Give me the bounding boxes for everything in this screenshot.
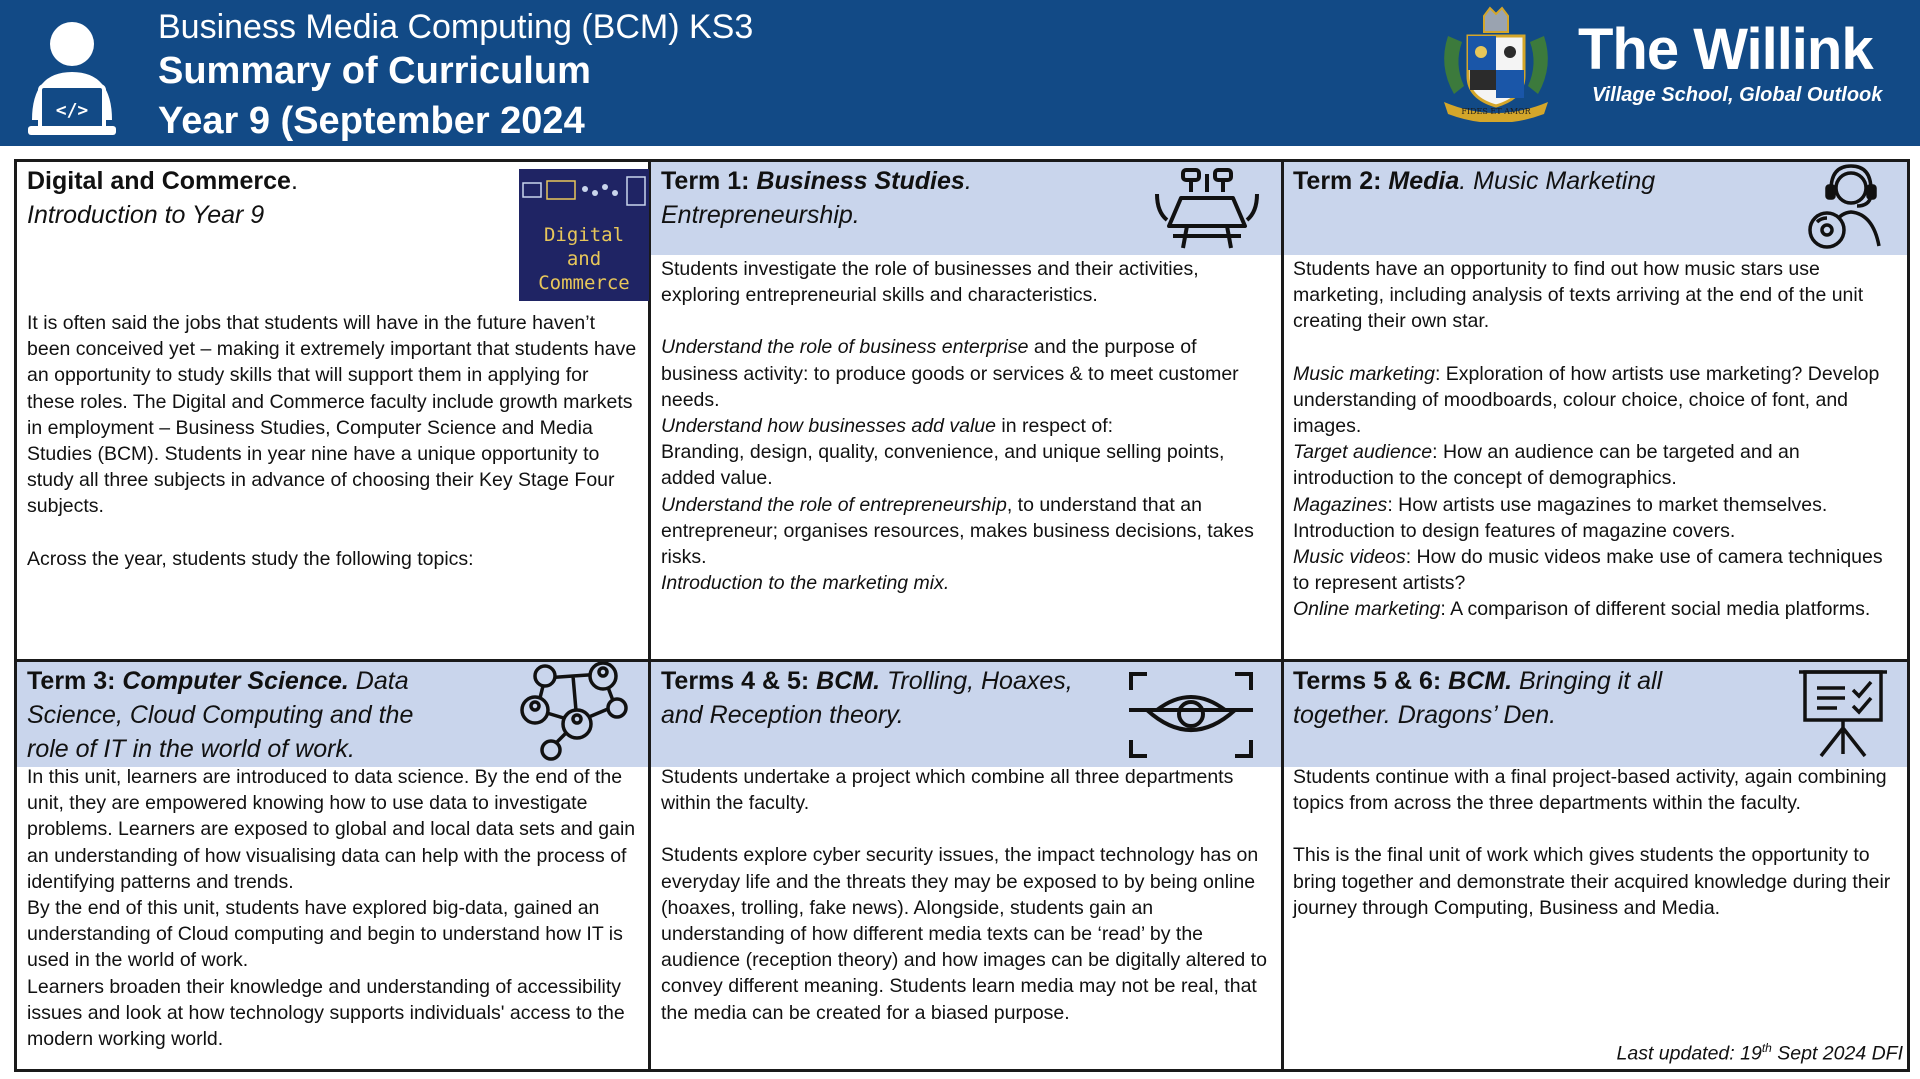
- term2-topic: . Music Marketing: [1459, 167, 1656, 195]
- term56-paragraph: Students continue with a final project-based activity, again combining topics from across the three departments within the faculty.: [1293, 766, 1887, 815]
- term2-topic-item: [1293, 544, 1899, 596]
- term3-body: [27, 764, 641, 1064]
- term1-emphasis: Understand how businesses add value: [661, 415, 996, 438]
- term1-paragraph: Students investigate the role of businesses and their activities, exploring entrepreneurial skills and characteristics.: [661, 258, 1199, 307]
- term1-emphasis: Understand the role of business enterprise: [661, 336, 1029, 359]
- header-year-title: Year 9 (September 2024: [158, 100, 585, 142]
- curriculum-grid: [14, 159, 1910, 1072]
- term45-topic: Trolling, Hoaxes, and Reception theory.: [661, 667, 1073, 729]
- term2-topic-term: Music marketing: [1293, 362, 1435, 385]
- crest-motto: FIDES ET AMOR: [1461, 107, 1531, 116]
- term1-emphasis: Understand the role of entrepreneurship: [661, 493, 1007, 516]
- term2-topic-item: [1293, 492, 1899, 544]
- developer-user-icon: [22, 20, 122, 138]
- intro-body: [27, 310, 637, 572]
- last-updated-note: [1617, 1041, 1903, 1066]
- term1-paragraph: [661, 492, 1271, 571]
- term1-subject: Business Studies: [756, 167, 965, 195]
- term45-paragraph: Students explore cyber security issues, the impact technology has on everyday life and the threats they may be exposed to by being online (hoaxes, trolling, fake news). Alongside, students gain an understanding of how different media texts can be ‘read’ by the audience (reception theory) and how images can be digitally altered to convey different meaning. Students learn media may not be real, that the media can be created for a biased purpose.: [661, 844, 1267, 1024]
- term1-paragraph: [661, 334, 1271, 413]
- term56-label: Terms 5 & 6:: [1293, 667, 1449, 695]
- header-subject-title: Business Media Computing (BCM) KS3: [158, 8, 754, 46]
- last-updated-suffix-sup: th: [1761, 1040, 1772, 1055]
- term3-label: Term 3:: [27, 667, 123, 695]
- term56-paragraph: This is the final unit of work which gives students the opportunity to bring together and demonstrate their acquired knowledge during their journey through Computing, Business and Media.: [1293, 844, 1891, 919]
- school-name: The Willink: [1578, 17, 1873, 82]
- term1-text: and the purpose of business activity: to produce goods or services & to meet customer needs.: [661, 336, 1239, 411]
- device-icons: [519, 169, 649, 219]
- term2-topic-text: : A comparison of different social media platforms.: [1440, 598, 1871, 621]
- intro-title: Digital and Commerce: [27, 167, 291, 195]
- term1-paragraph: Introduction to the marketing mix.: [661, 572, 950, 595]
- term2-subject: Media: [1388, 167, 1460, 195]
- intro-paragraph: It is often said the jobs that students will have in the future haven’t been conceived yet – making it extremely important that students have an opportunity to study skills that will support them in applying for these roles. The Digital and Commerce faculty include growth markets in employment – Business Studies, Computer Science and Media Studies (BCM). Students in year nine have a unique opportunity to study all three subjects in advance of choosing their Key Stage Four subjects.: [27, 312, 637, 518]
- term2-topic-text: : How do music videos make use of camera techniques to represent artists?: [1293, 546, 1883, 595]
- column-divider: [1281, 162, 1284, 1069]
- term2-topic-item: [1293, 596, 1899, 622]
- term3-subject: Computer Science.: [122, 667, 349, 695]
- intro-subtitle: Introduction to Year 9: [27, 201, 265, 229]
- term56-subject: BCM.: [1448, 667, 1513, 695]
- digital-commerce-thumbnail: [519, 169, 649, 301]
- last-updated-date: Sept 2024 DFI: [1771, 1042, 1903, 1064]
- term45-label: Terms 4 & 5:: [661, 667, 817, 695]
- term1-heading: [661, 164, 1151, 252]
- network-people-icon: [517, 662, 629, 762]
- term2-topic-item: [1293, 439, 1899, 491]
- term56-topic: Bringing it all together. Dragons’ Den.: [1293, 667, 1663, 729]
- term2-topic-term: Magazines: [1293, 493, 1388, 516]
- intro-title-suffix: .: [290, 167, 298, 195]
- school-tagline: Village School, Global Outlook: [1592, 84, 1883, 106]
- term2-topic-text: : How an audience can be targeted and an introduction to the concept of demographics.: [1293, 441, 1800, 490]
- term2-topic-item: [1293, 361, 1899, 440]
- term3-paragraph: Learners broaden their knowledge and understanding of accessibility issues and look at how technology supports individuals' access to the modern working world.: [27, 975, 625, 1051]
- term45-heading: [661, 664, 1101, 764]
- headset-user-icon: [1807, 162, 1891, 250]
- eye-scan-icon: [1127, 670, 1255, 760]
- row-divider: [17, 659, 1907, 662]
- term2-topic-term: Music videos: [1293, 546, 1406, 569]
- term1-body: [661, 256, 1271, 656]
- term2-body: [1293, 256, 1899, 656]
- term2-heading: [1293, 164, 1793, 252]
- term1-text: , to understand that an entrepreneur; organises resources, makes business decisions, takes risks.: [661, 493, 1254, 569]
- term1-label: Term 1:: [661, 167, 757, 195]
- thumbnail-line: Commerce: [538, 272, 630, 294]
- term45-paragraph: Students undertake a project which combine all three departments within the faculty.: [661, 766, 1234, 815]
- term56-body: [1293, 764, 1899, 1064]
- term2-topic-term: Online marketing: [1293, 598, 1441, 621]
- term2-topic-text: : How artists use magazines to market themselves. Introduction to design features of magazine covers.: [1293, 493, 1828, 542]
- term2-topic-term: Target audience: [1293, 441, 1433, 464]
- term1-text: in respect of:: [995, 415, 1114, 438]
- presentation-board-icon: [1797, 668, 1889, 758]
- last-updated-prefix: Last updated: 19: [1616, 1042, 1762, 1064]
- term1-topic: . Entrepreneurship.: [661, 167, 972, 229]
- term3-topic: Data Science, Cloud Computing and the role of IT in the world of work.: [27, 667, 414, 763]
- term2-label: Term 2:: [1293, 167, 1389, 195]
- header-summary-title: Summary of Curriculum: [158, 50, 591, 92]
- term45-body: [661, 764, 1271, 1064]
- term3-heading: [27, 664, 427, 764]
- intro-cell: [27, 164, 637, 656]
- school-crest-logo: [1434, 6, 1558, 122]
- term3-paragraph: In this unit, learners are introduced to data science. By the end of the unit, they are empowered knowing how to use data to investigate problems. Learners are exposed to global and local data sets and gain an understanding of how visualising data can help with the process of identifying patterns and trends.: [27, 766, 636, 893]
- thumbnail-text: [519, 223, 649, 295]
- term3-paragraph: By the end of this unit, students have explored big-data, gained an understanding of Cloud computing and begin to understand how IT is used in the world of work.: [27, 897, 623, 972]
- thumbnail-line: Digital: [543, 224, 625, 246]
- intro-paragraph: Across the year, students study the following topics:: [27, 547, 474, 570]
- thumbnail-line: and: [566, 248, 602, 270]
- term1-paragraph: [661, 413, 1271, 439]
- term45-subject: BCM.: [816, 667, 881, 695]
- term56-heading: [1293, 664, 1733, 764]
- term2-paragraph: Students have an opportunity to find out how music stars use marketing, including analysis of texts arriving at the end of the unit creating their own star.: [1293, 258, 1864, 333]
- meeting-table-icon: [1153, 168, 1261, 252]
- header-bar: [0, 0, 1920, 146]
- svg-text:</>: </>: [55, 100, 89, 121]
- term2-topic-text: : Exploration of how artists use marketing? Develop understanding of moodboards, colour choice, choice of font, and images.: [1293, 362, 1880, 438]
- term1-paragraph: Branding, design, quality, convenience, and unique selling points, added value.: [661, 441, 1225, 490]
